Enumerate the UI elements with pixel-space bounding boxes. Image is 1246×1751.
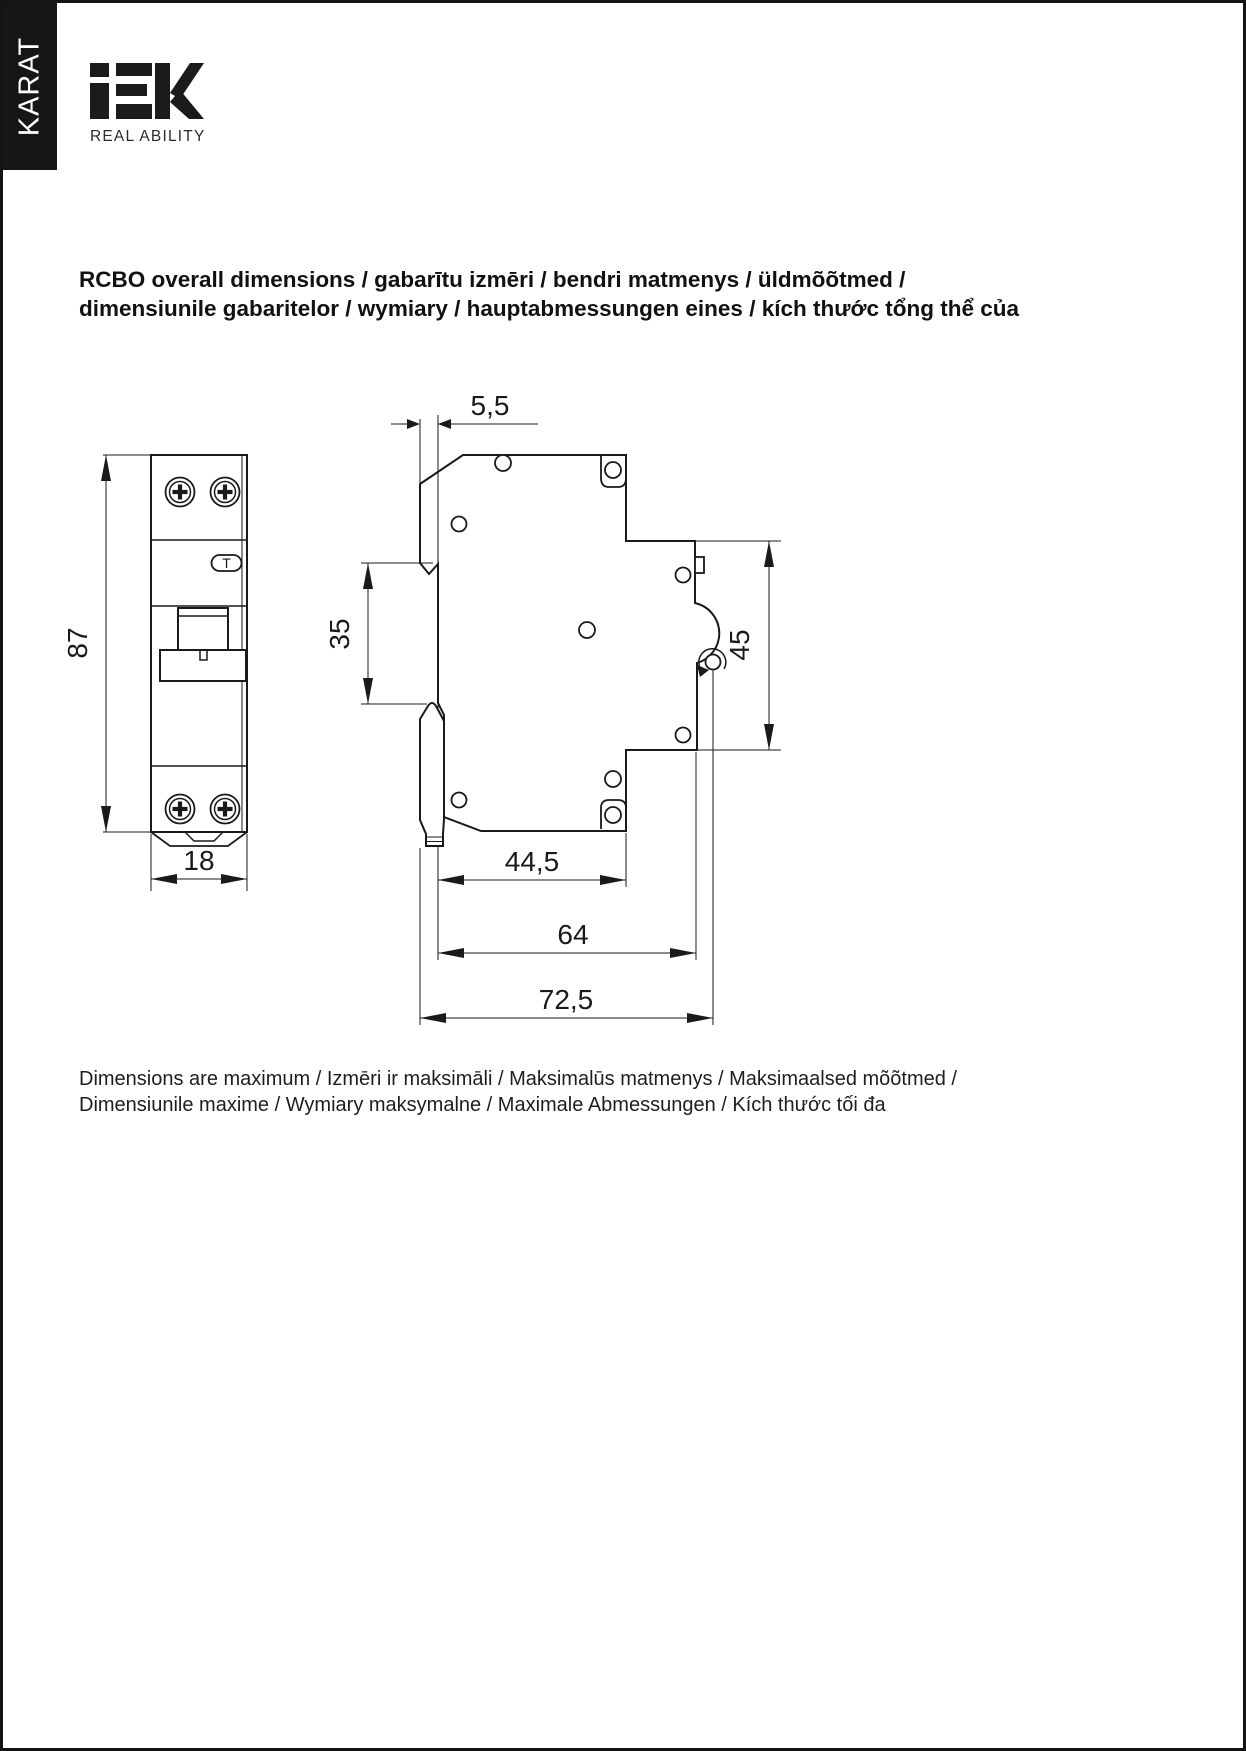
dim-top-depth-5-5 [391,390,538,429]
front-view [62,455,247,891]
front-bottom-chamfer [151,832,247,846]
footnote-line-1: Dimensions are maximum / Izmēri ir maksimāli / Maksimalūs matmenys / Maksimaalsed mõõtmed / [79,1068,957,1090]
footnote [79,1066,1079,1118]
screw-icon [211,478,240,507]
dim-label-44-5: 44,5 [504,846,560,877]
rcbo-dimension-drawing [3,3,1246,1751]
screw-icon [166,795,195,824]
screw-icon [211,795,240,824]
test-button-label: T [222,555,231,571]
dim-label-72-5: 72,5 [538,984,594,1015]
dim-label-35: 35 [324,618,355,650]
side-view [324,390,781,1025]
logo-tagline: REAL ABILITY [90,128,206,145]
side-body [420,455,719,831]
title-line-1: RCBO overall dimensions / gabarītu izmēri / bendri matmenys / üldmõõtmed / [79,267,906,292]
dim-depth-44-5 [438,833,626,887]
dim-label-45: 45 [724,629,755,661]
dim-label-18: 18 [183,845,215,876]
dim-rail-offset-35 [324,563,433,704]
footnote-line-2: Dimensiunile maxime / Wymiary maksymalne / Maximale Abmessungen / Kích thước tối đa [79,1094,886,1116]
latch-tab [695,557,704,573]
dim-label-64: 64 [557,919,589,950]
dim-label-5-5: 5,5 [470,390,510,421]
dim-height-87 [62,455,151,832]
karat-label: KARAT [13,36,46,137]
screw-icon [166,478,195,507]
din-rail-clip [420,703,444,846]
dim-label-87: 87 [62,627,93,659]
title-line-2: dimensiunile gabaritelor / wymiary / hauptabmessungen eines / kích thước tổng thể của [79,296,1020,321]
